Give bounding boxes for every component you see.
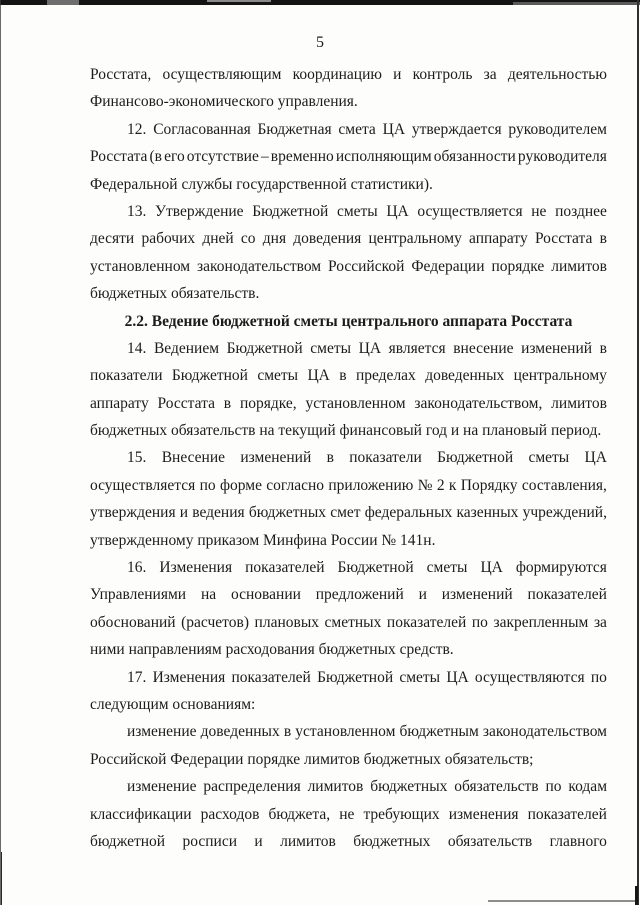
text-line: Росстата, осуществляющим координацию и контроль за деятельностью	[90, 66, 607, 83]
scan-mark-corner-tick	[635, 886, 638, 905]
paragraph	[90, 664, 607, 719]
scan-artifact-patch	[47, 0, 79, 5]
text-line: бюджетной росписи и лимитов бюджетных обязательств главного	[90, 832, 607, 850]
text-line: установленном законодательством Российской Федерации порядке лимитов	[90, 257, 607, 275]
text-line: 12. Согласованная Бюджетная смета ЦА утверждается руководителем	[127, 120, 607, 138]
text-line: показатели Бюджетной сметы ЦА в пределах доведенных центральному	[90, 367, 607, 385]
paragraph	[90, 554, 607, 664]
text-line: Финансово-экономического управления.	[90, 93, 358, 111]
text-line: осуществляется по форме согласно приложению № 2 к Порядку составления,	[90, 476, 607, 494]
text-line: следующим основаниям:	[90, 695, 256, 713]
text-line: 17. Изменения показателей Бюджетной сметы ЦА осуществляются по	[127, 668, 607, 686]
text-line: десяти рабочих дней со дня доведения центральному аппарату Росстата в	[90, 230, 607, 248]
text-line: Росстата (в его отсутствие – временно исполняющим обязанности руководителя	[90, 148, 607, 166]
text-line: изменение доведенных в установленном бюджетным законодательством	[127, 723, 607, 741]
text-line: Российской Федерации порядке лимитов бюджетных обязательств;	[90, 750, 534, 768]
document-body	[90, 61, 607, 855]
text-line: классификации расходов бюджета, не требующих изменения показателей	[90, 805, 607, 823]
scan-edge-left-mark	[1, 852, 2, 905]
scan-artifact-patch	[513, 2, 640, 5]
text-line: аппарату Росстата в порядке, установленном законодательством, лимитов	[90, 394, 607, 412]
text-line: бюджетных обязательств на текущий финансовый год и на плановый период.	[90, 422, 602, 440]
text-line: утвержденному приказом Минфина России № 141н.	[90, 531, 436, 549]
page-number: 5	[316, 34, 324, 51]
paragraph	[90, 773, 607, 855]
text-line: 16. Изменения показателей Бюджетной сметы ЦА формируются	[127, 559, 607, 577]
text-line: бюджетных обязательств.	[90, 285, 260, 303]
scan-edge-left	[0, 0, 1, 905]
text-line: изменение распределения лимитов бюджетных обязательств по кодам	[127, 778, 607, 796]
paragraph	[90, 198, 607, 308]
text-line: обоснований (расчетов) плановых сметных показателей по закрепленным за	[90, 613, 607, 631]
paragraph	[90, 61, 607, 116]
text-line: Федеральной службы государственной статистики).	[90, 175, 433, 193]
text-line: 14. Ведением Бюджетной сметы ЦА является внесение изменений в	[127, 339, 607, 357]
paragraph	[90, 335, 607, 445]
text-line: утверждения и ведения бюджетных смет федеральных казенных учреждений,	[90, 504, 607, 522]
paragraph	[90, 444, 607, 554]
scan-artifact-top-bar	[0, 0, 640, 5]
text-line: 15. Внесение изменений в показатели Бюджетной сметы ЦА	[127, 449, 607, 467]
paragraph	[90, 116, 607, 198]
scan-edge-right	[637, 0, 639, 905]
scan-mark-bottom-line	[488, 900, 637, 902]
text-line: Управлениями на основании предложений и изменений показателей	[90, 586, 607, 604]
text-line: 13. Утверждение Бюджетной сметы ЦА осуществляется не позднее	[127, 202, 607, 220]
section-heading: 2.2. Ведение бюджетной сметы центрального аппарата Росстата	[124, 312, 573, 330]
text-line: ними направлениям расходования бюджетных средств.	[90, 641, 454, 659]
scan-artifact-patch	[207, 0, 271, 2]
paragraph	[90, 718, 607, 773]
